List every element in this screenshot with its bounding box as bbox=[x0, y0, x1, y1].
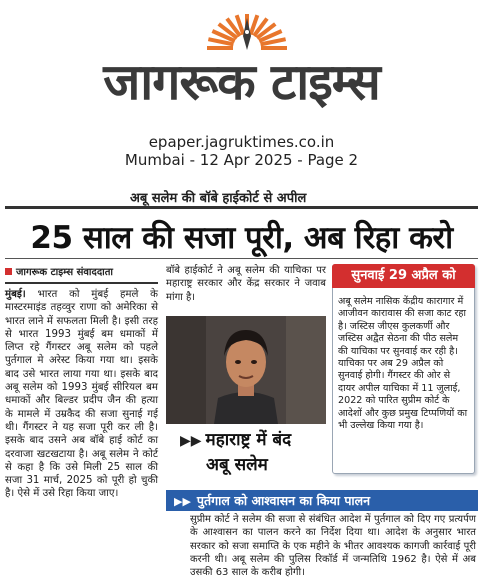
portrait-image bbox=[166, 316, 326, 424]
caption-line-2: अबू सलेम bbox=[206, 455, 268, 475]
double-arrow-icon: ▶▶ bbox=[174, 495, 191, 508]
byline-divider bbox=[5, 282, 158, 284]
subsection-title-text: पुर्तगाल को आश्वासन का किया पालन bbox=[196, 493, 371, 508]
byline bbox=[5, 262, 158, 280]
sidebox-title: सुनवाई 29 अप्रैल को bbox=[332, 264, 475, 288]
article-headline: 25 साल की सजा पूरी, अब रिहा करो bbox=[30, 220, 453, 256]
article-column-2 bbox=[166, 264, 326, 304]
edition-date: Mumbai - 12 Apr 2025 - Page 2 bbox=[124, 151, 359, 169]
abu-salem-photo bbox=[166, 316, 326, 424]
subsection-body: सुप्रीम कोर्ट ने सलेम की सजा से संबंधित आदेश में पुर्तगाल को दिए गए प्रत्यर्पण के आश्वासन का पालन करने का निर्देश दिया था। आदेश के अनुसार भारत सरकार को सजा समाप्ति के एक महीने के भीतर आवश्यक कागजी कार्रवाई पूरी करनी थी। अबू सलेम की पुलिस रिकॉर्ड में जन्मतिथि 1962 है। ऐसे में अब उसकी 63 साल के करीब होगी। bbox=[190, 514, 476, 579]
column-2-text: बॉबे हाईकोर्ट ने अबू सलेम की याचिका पर महाराष्ट्र सरकार और केंद्र सरकार ने जवाब मांगा है। bbox=[166, 265, 326, 303]
photo-caption bbox=[180, 428, 291, 477]
caption-line-1: महाराष्ट्र में बंद bbox=[205, 430, 292, 450]
newspaper-logo: जागरूक टाइम्स bbox=[103, 53, 380, 111]
article-column-1 bbox=[5, 262, 158, 501]
masthead bbox=[0, 0, 483, 125]
subsection-title bbox=[174, 492, 370, 509]
column-1-body bbox=[5, 288, 158, 501]
byline-text: जागरूक टाइम्स संवाददाता bbox=[16, 267, 114, 278]
byline-square-icon bbox=[5, 268, 12, 275]
epaper-url: epaper.jagruktimes.co.in bbox=[148, 133, 335, 151]
column-1-text: भारत को मुंबई हमले के मास्टरमाइंड तहव्वुर राणा को अमेरिका से भारत लाने में सफलता मिली है। इसी तरह से भारत 1993 मुंबई बम धमाकों में लिप्त रहे गैंगस्टर अबू सलेम को पहले पुर्तगाल मे अरेस्ट किया गया था। इसके बाद उसे भारत लाया गया था। इसके बाद अबू सलेम को 1993 मुंबई सीरियल बम धमाकों और बिल्डर प्रदीप जैन की हत्या के मामले में उम्रकैद की सजा सुनाई गई थी। गैंगस्टर ने यह सजा पूरी कर ली है। इसके बाद उसने अब बॉबे हाई कोर्ट का दरवाजा खटखटाया है। अबू सलेम ने कोर्ट से कहा है कि उसे मिली 25 साल की सजा 31 मार्च, 2025 को पूरी हो चुकी है। ऐसे में उसे रिहा किया जाए। bbox=[5, 289, 158, 500]
headline-divider bbox=[5, 258, 478, 259]
double-arrow-icon: ▶▶ bbox=[180, 433, 202, 449]
article-kicker: अबू सलेम की बॉबे हाईकोर्ट से अपील bbox=[130, 191, 307, 206]
kicker-divider bbox=[5, 206, 478, 209]
sidebox-text: अबू सलेम नासिक केंद्रीय कारागार में आजीवन कारावास की सजा काट रहा है। जस्टिस जीएस कुलकर्णी और जस्टिस अद्वैत सेठना की पीठ सलेम की याचिका पर सुनवाई कर रही है। याचिका पर अब 29 अप्रैल को सुनवाई होगी। गैंगस्टर की ओर से दायर अपील याचिका में 11 जुलाई, 2022 को पारित सुप्रीम कोर्ट के आदेशों और कुछ प्रमुख टिप्पणियों का भी उल्लेख किया गया है। bbox=[338, 296, 468, 432]
dateline: मुंबई। bbox=[5, 289, 26, 300]
